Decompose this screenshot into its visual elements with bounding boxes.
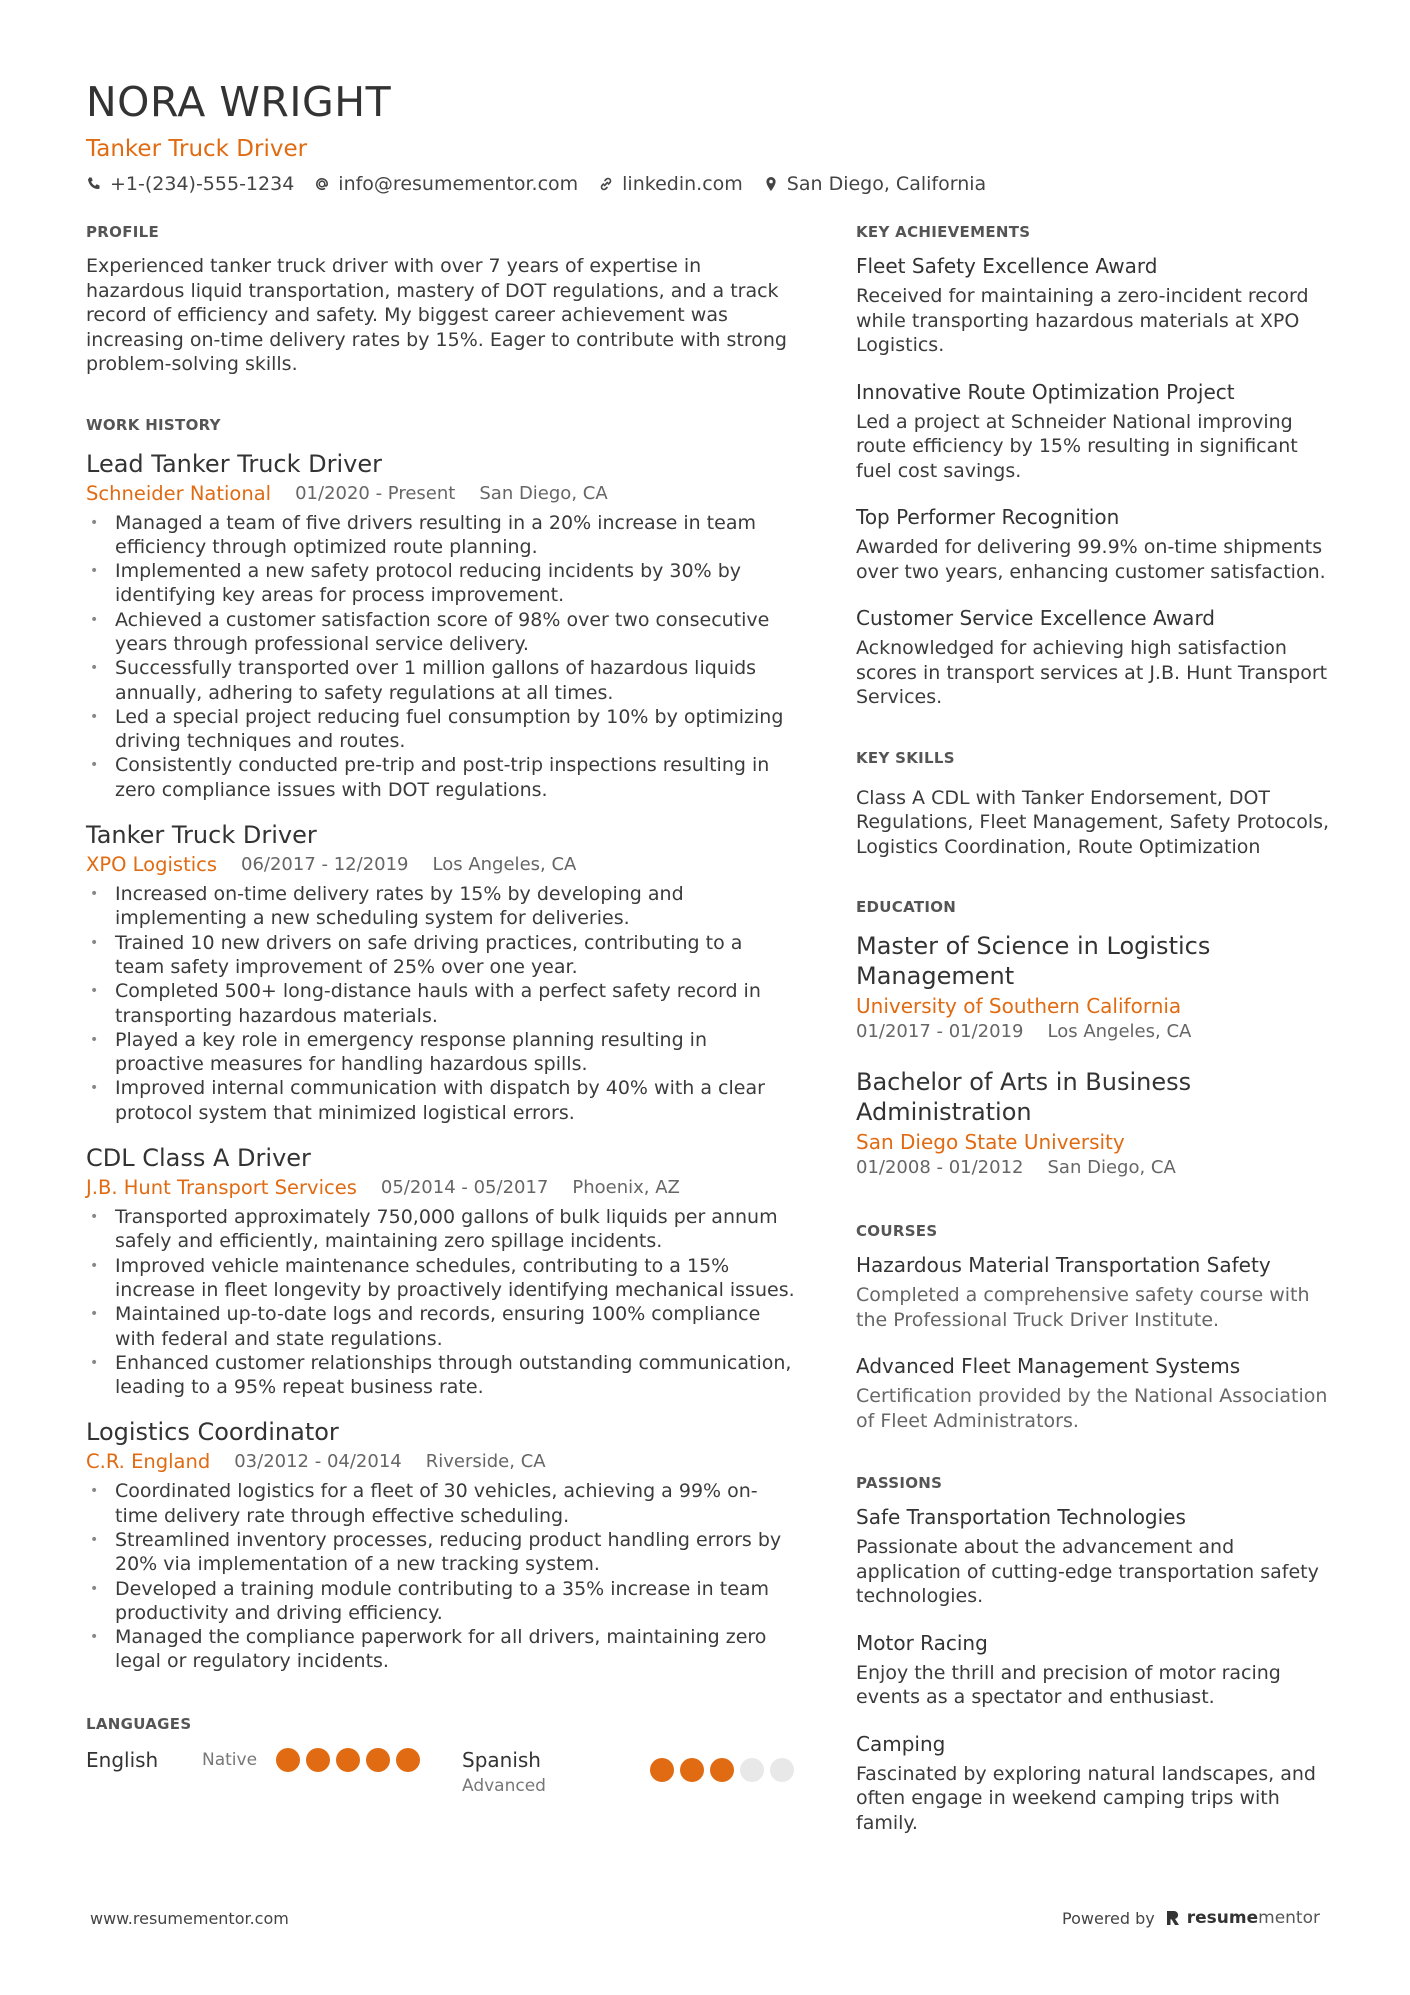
candidate-name: NORA WRIGHT — [86, 78, 392, 126]
job-bullet: • Developed a training module contributing to a 35% increase in team productivity and driving efficiency. — [86, 1577, 796, 1626]
language-item — [462, 1746, 794, 1798]
passions-title: Camping — [856, 1731, 946, 1756]
job-company: XPO Logistics — [86, 853, 218, 877]
job-bullet: • Consistently conducted pre-trip and post-trip inspections resulting in zero compliance issues with DOT regulations. — [86, 753, 796, 802]
achievements-item — [856, 378, 1336, 484]
contact-linkedin[interactable] — [598, 170, 743, 198]
passions-title: Motor Racing — [856, 1630, 988, 1655]
language-label-group — [462, 1746, 650, 1798]
courses-item — [856, 1251, 1336, 1332]
edu-degree: Bachelor of Arts in Business Administration — [856, 1068, 1192, 1126]
language-rating — [650, 1758, 794, 1782]
achievements-item — [856, 252, 1336, 358]
job-location: Riverside, CA — [425, 1451, 546, 1473]
edu-meta — [856, 1155, 1336, 1181]
job-dates: 06/2017 - 12/2019 — [241, 854, 409, 876]
achievements-desc: Led a project at Schneider National improving route efficiency by 15% resulting in significant fuel cost savings. — [856, 410, 1298, 482]
at-sign-icon — [314, 176, 330, 192]
achievements-desc: Awarded for delivering 99.9% on-time shipments over two years, enhancing customer satisfaction. — [856, 536, 1326, 583]
courses-title: Advanced Fleet Management Systems — [856, 1354, 1241, 1378]
section-title: LANGUAGES — [86, 1714, 192, 1733]
job-company: J.B. Hunt Transport Services — [86, 1176, 357, 1200]
candidate-role: Tanker Truck Driver — [86, 136, 308, 162]
job-meta — [86, 481, 796, 507]
rating-dot-filled — [306, 1748, 330, 1772]
language-item — [86, 1746, 462, 1774]
language-rating — [276, 1748, 420, 1772]
edu-location: Los Angeles, CA — [1047, 1021, 1192, 1042]
achievements-title: Top Performer Recognition — [856, 505, 1120, 529]
job-bullets — [86, 1479, 796, 1673]
job-bullet: • Completed 500+ long-distance hauls with a perfect safety record in transporting hazardous materials. — [86, 979, 796, 1028]
passions-desc: Passionate about the advancement and application of cutting-edge transportation safety technologies. — [856, 1536, 1319, 1607]
job-bullet: • Enhanced customer relationships through outstanding communication, leading to a 95% repeat business rate. — [86, 1351, 796, 1400]
passions-desc: Enjoy the thrill and precision of motor racing events as a spectator and enthusiast. — [856, 1661, 1281, 1708]
section-title: PASSIONS — [856, 1474, 943, 1492]
skills-text: Class A CDL with Tanker Endorsement, DOT Regulations, Fleet Management, Safety Protocols, Logistics Coordination, Route Optimization — [856, 786, 1330, 858]
brand-light: mentor — [1258, 1908, 1320, 1928]
job-bullet: • Transported approximately 750,000 gallons of bulk liquids per annum safely and efficiently, maintaining zero spillage incidents. — [86, 1205, 796, 1254]
rating-dot-filled — [650, 1758, 674, 1782]
job-company: C.R. England — [86, 1450, 211, 1474]
achievements-title: Fleet Safety Excellence Award — [856, 254, 1158, 278]
job-bullet: • Increased on-time delivery rates by 15% by developing and implementing a new scheduling system for deliveries. — [86, 882, 796, 931]
job-bullet: • Coordinated logistics for a fleet of 30 vehicles, achieving a 99% on-time delivery rate through effective scheduling. — [86, 1479, 796, 1528]
languages-section — [86, 1714, 796, 1798]
job-title: Lead Tanker Truck Driver — [86, 449, 382, 478]
rating-dot-empty — [740, 1758, 764, 1782]
section-title: PROFILE — [86, 223, 160, 241]
courses-section — [856, 1221, 1336, 1433]
edu-degree: Master of Science in Logistics Management — [856, 932, 1211, 990]
job-bullet: • Managed the compliance paperwork for all drivers, maintaining zero legal or regulatory incidents. — [86, 1625, 796, 1674]
passions-title: Safe Transportation Technologies — [856, 1505, 1186, 1529]
language-level: Advanced — [462, 1775, 546, 1796]
edu-dates: 01/2017 - 01/2019 — [856, 1021, 1024, 1042]
rating-dot-filled — [396, 1748, 420, 1772]
rating-dot-empty — [770, 1758, 794, 1782]
key-achievements-section — [856, 222, 1336, 710]
contact-email-text: info@resumementor.com — [338, 173, 579, 195]
rating-dot-filled — [680, 1758, 704, 1782]
job-entry — [86, 1143, 796, 1399]
contact-location-text: San Diego, California — [786, 173, 987, 195]
job-dates: 01/2020 - Present — [295, 482, 456, 504]
profile-section — [86, 222, 796, 377]
achievements-item — [856, 503, 1336, 584]
job-bullet: • Implemented a new safety protocol reducing incidents by 30% by identifying key areas for process improvement. — [86, 559, 796, 608]
footer-website[interactable]: www.resumementor.com — [90, 1908, 289, 1928]
job-location: Phoenix, AZ — [572, 1177, 680, 1199]
language-name: English — [86, 1747, 159, 1772]
courses-desc: Certification provided by the National Association of Fleet Administrators. — [856, 1385, 1328, 1432]
job-meta — [86, 852, 796, 878]
work-history-section — [86, 415, 796, 1674]
passions-item — [856, 1503, 1336, 1609]
job-meta — [86, 1175, 796, 1201]
passions-desc: Fascinated by exploring natural landscapes, and often engage in weekend camping trips with family. — [856, 1762, 1316, 1834]
job-bullet: • Played a key role in emergency response planning resulting in proactive measures for handling hazardous spills. — [86, 1028, 796, 1077]
job-location: Los Angeles, CA — [432, 854, 577, 876]
job-bullet: • Improved internal communication with dispatch by 40% with a clear protocol system that minimized logistical errors. — [86, 1076, 796, 1125]
section-title: EDUCATION — [856, 898, 957, 916]
map-pin-icon — [763, 176, 779, 192]
section-title: KEY ACHIEVEMENTS — [856, 223, 1031, 241]
right-column — [856, 222, 1336, 1835]
job-entry — [86, 1417, 796, 1673]
footer — [90, 1908, 1320, 1928]
job-meta — [86, 1449, 796, 1475]
achievements-title: Customer Service Excellence Award — [856, 606, 1216, 630]
section-title: KEY SKILLS — [856, 748, 955, 767]
achievements-item — [856, 604, 1336, 710]
key-skills-section — [856, 748, 1336, 860]
achievements-desc: Acknowledged for achieving high satisfaction scores in transport services at J.B. Hunt Transport Services. — [856, 637, 1328, 708]
rating-dot-filled — [710, 1758, 734, 1782]
achievement-list — [856, 252, 1336, 710]
section-title: COURSES — [856, 1222, 938, 1240]
passion-list — [856, 1503, 1336, 1835]
achievements-desc: Received for maintaining a zero-incident record while transporting hazardous materials at XPO Logistics. — [856, 285, 1309, 356]
section-title: WORK HISTORY — [86, 415, 221, 434]
job-dates: 03/2012 - 04/2014 — [234, 1451, 402, 1473]
language-level: Native — [202, 1749, 258, 1770]
job-title: Tanker Truck Driver — [86, 821, 317, 850]
courses-desc: Completed a comprehensive safety course with the Professional Truck Driver Institute. — [856, 1284, 1310, 1331]
courses-item — [856, 1352, 1336, 1433]
passions-item — [856, 1730, 1336, 1836]
powered-by — [1062, 1908, 1320, 1928]
job-bullets — [86, 1205, 796, 1399]
contact-phone-text: +1-(234)-555-1234 — [110, 173, 295, 195]
language-name: Spanish — [462, 1747, 541, 1772]
courses-title: Hazardous Material Transportation Safety — [856, 1253, 1271, 1277]
rating-dot-filled — [276, 1748, 300, 1772]
contact-email[interactable] — [314, 170, 578, 198]
header — [86, 76, 1326, 198]
edu-meta — [856, 1019, 1336, 1045]
job-bullets — [86, 882, 796, 1125]
rating-dot-filled — [336, 1748, 360, 1772]
job-entry — [86, 820, 796, 1125]
job-bullet: • Led a special project reducing fuel consumption by 10% by optimizing driving techniques and routes. — [86, 705, 796, 754]
job-title: CDL Class A Driver — [86, 1144, 311, 1173]
edu-school: San Diego State University — [856, 1130, 1125, 1154]
job-location: San Diego, CA — [479, 482, 608, 504]
job-bullets — [86, 511, 796, 803]
job-dates: 05/2014 - 05/2017 — [380, 1177, 549, 1199]
job-bullet: • Improved vehicle maintenance schedules, contributing to a 15% increase in fleet longevity by proactively identifying mechanical issues. — [86, 1254, 796, 1303]
contact-linkedin-text: linkedin.com — [622, 173, 743, 195]
course-list — [856, 1251, 1336, 1433]
job-title: Logistics Coordinator — [86, 1418, 339, 1447]
edu-school: University of Southern California — [856, 994, 1182, 1018]
job-company: Schneider National — [86, 481, 272, 505]
job-bullet: • Achieved a customer satisfaction score of 98% over two consecutive years through professional service delivery. — [86, 608, 796, 657]
contact-bar — [86, 170, 1326, 198]
phone-icon — [86, 176, 102, 192]
contact-location — [763, 170, 986, 198]
language-list — [86, 1746, 796, 1798]
job-bullet: • Successfully transported over 1 million gallons of hazardous liquids annually, adhering to safety regulations at all times. — [86, 656, 796, 705]
job-bullet: • Managed a team of five drivers resulting in a 20% increase in team efficiency through optimized route planning. — [86, 511, 796, 560]
education-list — [856, 931, 1336, 1181]
profile-text: Experienced tanker truck driver with over 7 years of expertise in hazardous liquid transportation, mastery of DOT regulations, and a track record of efficiency and safety. My biggest career achievement was increasing on-time delivery rates by 15%. Eager to contribute with strong problem-solving skills. — [86, 255, 787, 375]
resumementor-logo-icon — [1165, 1909, 1181, 1927]
passions-section — [856, 1473, 1336, 1835]
link-icon — [598, 176, 614, 192]
achievements-title: Innovative Route Optimization Project — [856, 379, 1235, 404]
job-bullet: • Maintained up-to-date logs and records, ensuring 100% compliance with federal and state regulations. — [86, 1302, 796, 1351]
rating-dot-filled — [366, 1748, 390, 1772]
left-column — [86, 222, 796, 1798]
edu-dates: 01/2008 - 01/2012 — [856, 1157, 1024, 1178]
contact-phone — [86, 170, 294, 198]
passions-item — [856, 1629, 1336, 1710]
job-entry — [86, 449, 796, 803]
education-item — [856, 1067, 1336, 1181]
job-list — [86, 449, 796, 1674]
education-item — [856, 931, 1336, 1045]
powered-by-label: Powered by — [1062, 1908, 1155, 1928]
edu-location: San Diego, CA — [1047, 1157, 1176, 1178]
job-bullet: • Trained 10 new drivers on safe driving practices, contributing to a team safety improvement of 25% over one year. — [86, 931, 796, 980]
brand-logo — [1165, 1908, 1320, 1928]
job-bullet: • Streamlined inventory processes, reducing product handling errors by 20% via implementation of a new tracking system. — [86, 1528, 796, 1577]
brand-bold: resume — [1186, 1908, 1259, 1928]
education-section — [856, 897, 1336, 1181]
